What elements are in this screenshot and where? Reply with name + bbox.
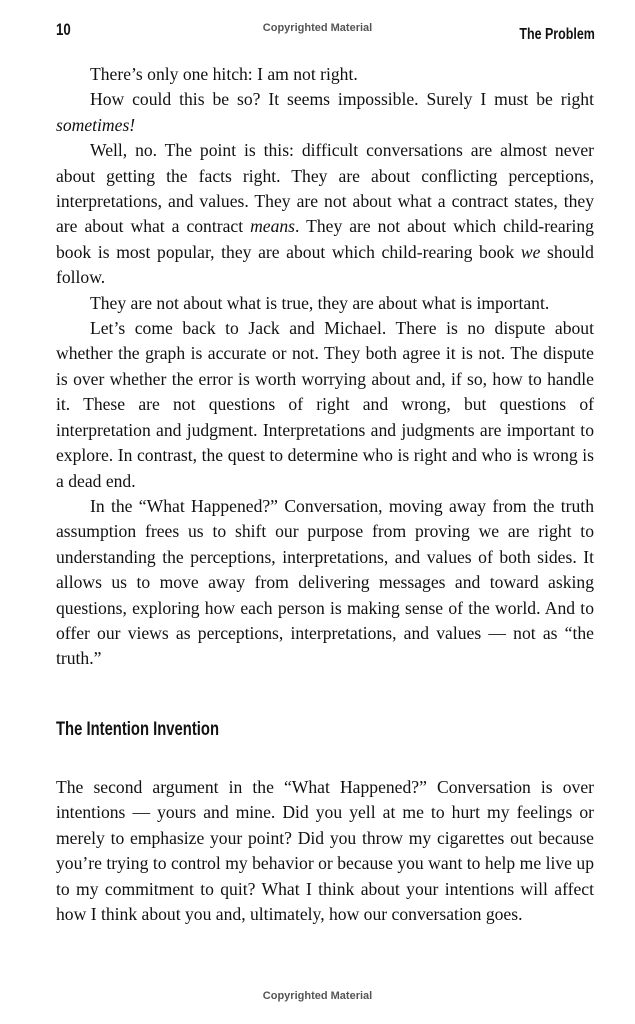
emphasis-text: sometimes! xyxy=(56,114,136,135)
section-heading: The Intention Invention xyxy=(56,719,220,740)
emphasis-text: we xyxy=(520,241,541,262)
paragraph xyxy=(56,87,594,138)
copyright-watermark-top: Copyrighted Material xyxy=(262,22,373,34)
paragraph xyxy=(56,291,594,316)
paragraph-text: Let’s come back to Jack and Michael. There is no dispute about whether the graph is accurate or not. They both agree it is not. The dispute is over whether the error is worth worrying about and, if so, how to handle it. These are not questions of right and wrong, but questions of interpretation and judgment. Interpretations and judgments are important to explore. In contrast, the quest to determine who is right and who is wrong is a dead end. xyxy=(56,318,594,491)
emphasis-text: means xyxy=(250,216,296,237)
paragraph-text: How could this be so? It seems impossible. Surely I must be right xyxy=(90,89,594,110)
paragraph xyxy=(56,316,594,494)
paragraph xyxy=(56,494,594,672)
section-text xyxy=(56,775,594,927)
paragraph xyxy=(56,62,594,87)
running-head: The Problem xyxy=(519,26,595,43)
paragraph-text: Well, no. The point is this: difficult conversations are almost never about getting the facts right. They are about conflicting perceptions, interpretations, and values. They are not about what a contract states, they are about what a contract xyxy=(56,140,594,237)
paragraph xyxy=(56,138,594,290)
paragraph xyxy=(56,775,594,927)
paragraph-text: In the “What Happened?” Conversation, moving away from the truth assumption frees us to shift our purpose from proving we are right to understanding the perceptions, interpretations, and values of both sides. It allows us to move away from delivering messages and toward asking questions, exploring how each person is making sense of the world. And to offer our views as perceptions, interpretations, and values — not as “the truth.” xyxy=(56,495,594,669)
body-text xyxy=(56,62,594,672)
copyright-watermark-bottom: Copyrighted Material xyxy=(262,990,373,1002)
paragraph-text: should follow. xyxy=(56,241,594,288)
paragraph-text: . They are not about which child-rearing book is most popular, they are about which child-rearing book xyxy=(56,216,594,262)
paragraph-text: There’s only one hitch: I am not right. xyxy=(90,64,358,84)
page-number: 10 xyxy=(56,20,71,39)
paragraph-text: They are not about what is true, they are about what is important. xyxy=(90,292,550,313)
paragraph-text: The second argument in the “What Happened?” Conversation is over intentions — yours and mine. Did you yell at me to hurt my feelings or merely to emphasize your point? Did you throw my cigarettes out because you’re trying to control my behavior or because you want to help me live up to my commitment to quit? What I think about your intentions will affect how I think about you and, ultimately, how our conversation goes. xyxy=(56,777,594,925)
